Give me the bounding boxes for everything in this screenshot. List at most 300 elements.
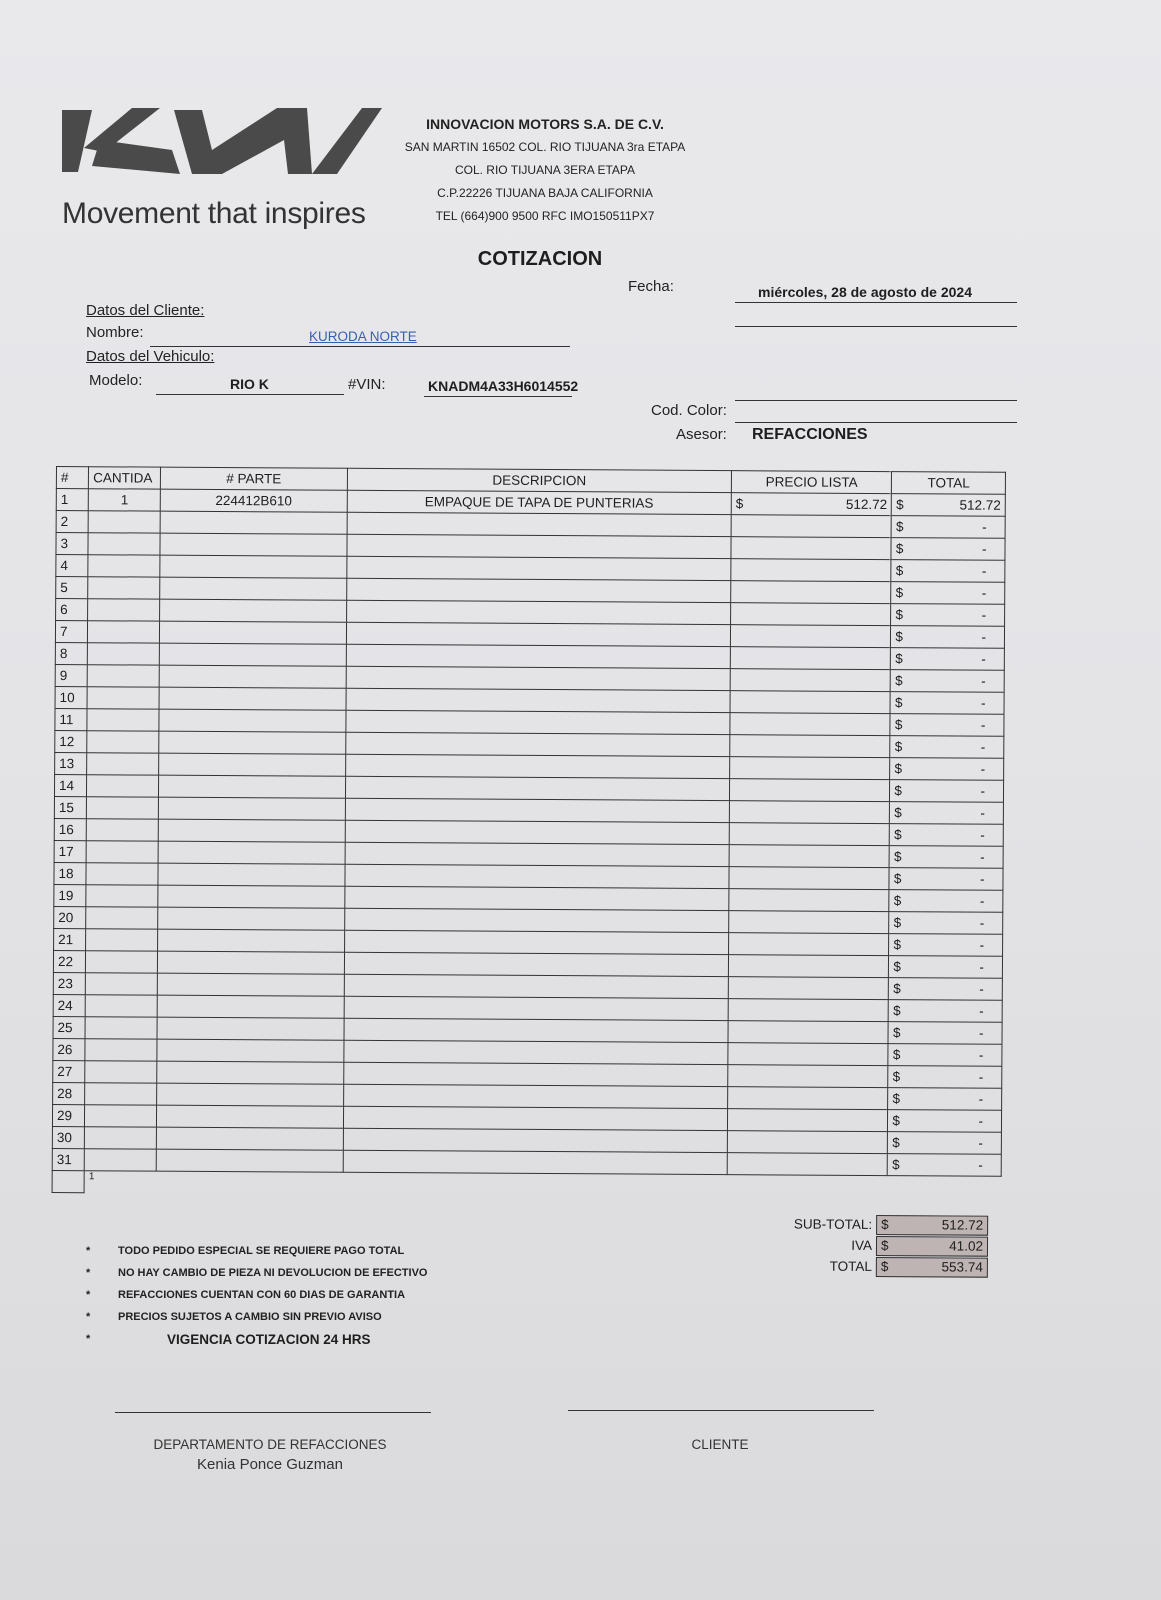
cantidad-cell [86, 907, 158, 929]
cantidad-cell [88, 643, 160, 665]
total-dash: - [979, 981, 984, 997]
row-number: 4 [56, 555, 88, 577]
note-bullet: * [86, 1267, 91, 1279]
nombre-underline [150, 346, 570, 347]
currency-sign: $ [893, 1003, 901, 1019]
cantidad-cell [87, 731, 159, 753]
signature-line-cliente [568, 1410, 874, 1411]
total-dash: - [979, 871, 985, 887]
asesor-label: Asesor: [676, 426, 727, 443]
tagline: Movement that inspires [62, 197, 366, 230]
currency-sign: $ [894, 849, 902, 865]
precio-cell [731, 537, 892, 560]
precio-cell [728, 1021, 889, 1044]
precio-cell [731, 603, 892, 626]
precio-cell [727, 1109, 888, 1132]
cantidad-cell [86, 929, 158, 951]
kia-logo [62, 100, 382, 182]
precio-cell [729, 889, 890, 912]
row-number: 26 [53, 1038, 85, 1060]
currency-sign: $ [894, 695, 903, 711]
total-cell [889, 890, 1003, 913]
descripcion-cell [343, 1150, 728, 1174]
total-cell [890, 736, 1004, 759]
cantidad-cell [86, 885, 158, 907]
parte-cell [158, 841, 345, 864]
total-dash: - [981, 563, 987, 579]
currency-sign: $ [881, 1217, 889, 1233]
cantidad-cell [87, 753, 159, 775]
currency-sign: $ [893, 915, 902, 931]
parte-cell [157, 1061, 344, 1084]
dept-label: DEPARTAMENTO DE REFACCIONES [153, 1437, 387, 1452]
modelo-label: Modelo: [89, 372, 143, 389]
modelo-value: RIO K [230, 376, 269, 392]
precio-cell [730, 647, 891, 670]
descripcion-cell [344, 886, 729, 910]
note-text: NO HAY CAMBIO DE PIEZA NI DEVOLUCION DE EFECTIVO [118, 1267, 428, 1279]
descripcion-cell [344, 930, 729, 954]
cantidad-cell [85, 1061, 157, 1083]
precio-value: 512.72 [845, 496, 888, 513]
cantidad-cell [88, 533, 160, 555]
company-line: TEL (664)900 9500 RFC IMO150511PX7 [435, 209, 655, 223]
total-dash: - [979, 959, 985, 975]
precio-cell [730, 669, 891, 692]
precio-cell [727, 1131, 888, 1154]
cantidad-cell [85, 1039, 157, 1061]
total-dash: - [978, 1157, 983, 1173]
subtotal-row [760, 1213, 990, 1235]
descripcion-cell [345, 710, 730, 734]
total-cell [891, 560, 1005, 583]
cod-color-label: Cod. Color: [651, 402, 727, 419]
total-dash: - [980, 849, 985, 865]
currency-sign: $ [892, 1047, 901, 1063]
total-cell [890, 802, 1004, 825]
precio-cell [727, 1153, 888, 1176]
cantidad-cell [88, 577, 160, 599]
currency-sign: $ [895, 651, 903, 667]
currency-sign: $ [880, 1259, 889, 1275]
parte-cell [159, 797, 346, 820]
precio-cell [731, 493, 892, 516]
total-dash: - [979, 1025, 984, 1041]
descripcion-cell [343, 1040, 728, 1064]
precio-cell [729, 845, 890, 868]
total-cell [890, 714, 1004, 737]
parte-cell [157, 1039, 344, 1062]
descripcion-cell [344, 996, 729, 1020]
total-cell [889, 846, 1003, 869]
descripcion-cell [345, 864, 730, 888]
row-number: 27 [53, 1060, 85, 1082]
nombre-label: Nombre: [86, 324, 144, 341]
total-dash: - [981, 629, 987, 645]
total-dash: - [978, 1091, 984, 1107]
total-row [760, 1255, 990, 1277]
descripcion-cell [346, 578, 731, 602]
note-bullet: * [86, 1245, 91, 1257]
precio-cell [731, 559, 892, 582]
iva-label: IVA [851, 1237, 873, 1253]
descripcion-cell [345, 798, 730, 822]
descripcion-cell [345, 754, 730, 778]
total-cell [890, 758, 1004, 781]
company-name: INNOVACION MOTORS S.A. DE C.V. [426, 116, 664, 132]
cantidad-cell [85, 995, 157, 1017]
total-cell [891, 648, 1005, 671]
total-box [876, 1257, 988, 1278]
total-cell [891, 582, 1005, 605]
modelo-underline [156, 394, 344, 395]
row-number: 30 [52, 1126, 84, 1148]
currency-sign: $ [892, 1069, 901, 1085]
total-dash: - [981, 585, 987, 601]
parte-cell [160, 621, 347, 644]
note-bullet: * [86, 1289, 91, 1301]
row-number: 8 [55, 642, 87, 664]
total-dash: - [981, 651, 986, 667]
total-cell [892, 494, 1006, 517]
total-cell [889, 978, 1003, 1001]
total-cell [888, 1132, 1002, 1155]
parte-cell [156, 1127, 343, 1150]
precio-cell [730, 735, 891, 758]
currency-sign: $ [893, 871, 902, 887]
footer-blank [727, 1175, 888, 1198]
descripcion-cell [346, 644, 731, 668]
parte-cell [157, 1017, 344, 1040]
currency-sign: $ [896, 497, 904, 513]
row-number: 19 [54, 884, 86, 906]
row-number: 23 [53, 972, 85, 994]
vin-label: #VIN: [348, 376, 386, 393]
row-number: 16 [54, 818, 86, 840]
descripcion-cell: EMPAQUE DE TAPA DE PUNTERIAS [347, 490, 732, 514]
parte-cell [159, 775, 346, 798]
col-header-total: TOTAL [892, 472, 1006, 495]
row-number: 18 [54, 862, 86, 884]
total-cell [889, 1000, 1003, 1023]
cantidad-cell [88, 511, 160, 533]
col-header-descripcion: DESCRIPCION [347, 468, 732, 492]
row-number: 3 [56, 533, 88, 555]
company-line: COL. RIO TIJUANA 3ERA ETAPA [454, 163, 636, 177]
cantidad-cell [86, 951, 158, 973]
currency-sign: $ [895, 563, 904, 579]
parte-cell [159, 731, 346, 754]
total-dash: - [978, 1047, 984, 1063]
col-header-cantidad: CANTIDA [89, 467, 161, 489]
cantidad-cell [86, 819, 158, 841]
descripcion-cell [343, 1084, 728, 1108]
currency-sign: $ [894, 739, 903, 755]
fecha-label: Fecha: [628, 278, 674, 295]
cod-color-underline [735, 422, 1017, 423]
parte-cell [160, 511, 347, 534]
cantidad-cell [86, 973, 158, 995]
footer-blank [52, 1170, 84, 1192]
row-number: 24 [53, 994, 85, 1016]
parte-cell: 224412B610 [160, 489, 347, 512]
total-cell [888, 1044, 1002, 1067]
precio-cell [730, 691, 891, 714]
row-number: 7 [55, 621, 87, 643]
total-dash: - [980, 827, 985, 843]
row-number: 22 [53, 950, 85, 972]
cantidad-cell [85, 1127, 157, 1149]
precio-cell [729, 911, 890, 934]
currency-sign: $ [892, 1135, 900, 1151]
row-number: 28 [53, 1082, 85, 1104]
vigencia-note: VIGENCIA COTIZACION 24 HRS [167, 1332, 371, 1347]
document-title: COTIZACION [477, 248, 603, 270]
row-number: 25 [53, 1016, 85, 1038]
cantidad-cell [87, 797, 159, 819]
note-item [86, 1245, 427, 1267]
precio-cell [729, 801, 890, 824]
parte-cell [160, 555, 347, 578]
parte-cell [159, 643, 346, 666]
currency-sign: $ [893, 981, 901, 997]
currency-sign: $ [893, 893, 902, 909]
items-table [52, 466, 1006, 1199]
total-dash: - [980, 717, 986, 733]
row-number: 9 [55, 664, 87, 686]
parte-cell [158, 863, 345, 886]
descripcion-cell [344, 908, 729, 932]
col-header-precio: PRECIO LISTA [731, 471, 892, 494]
total-dash: - [980, 739, 986, 755]
vin-underline [424, 396, 572, 397]
total-cell [889, 956, 1003, 979]
descripcion-cell [347, 512, 732, 536]
company-line: C.P.22226 TIJUANA BAJA CALIFORNIA [437, 186, 653, 200]
parte-cell [156, 1149, 343, 1172]
total-value: 512.72 [959, 497, 1001, 513]
iva-value: 41.02 [949, 1238, 984, 1254]
iva-row [760, 1234, 990, 1256]
precio-cell [729, 823, 890, 846]
note-bullet: * [86, 1311, 91, 1323]
dept-person: Kenia Ponce Guzman [197, 1456, 343, 1473]
total-dash: - [982, 519, 987, 535]
currency-sign: $ [894, 805, 902, 821]
cliente-section: Datos del Cliente: [86, 302, 205, 319]
signature-cliente: CLIENTE [691, 1437, 749, 1452]
total-dash: - [980, 805, 985, 821]
descripcion-cell [345, 776, 730, 800]
row-number: 5 [56, 577, 88, 599]
total-dash: - [981, 673, 986, 689]
parte-cell [158, 885, 345, 908]
parte-cell [160, 533, 347, 556]
note-text: PRECIOS SUJETOS A CAMBIO SIN PREVIO AVISO [118, 1311, 382, 1323]
precio-cell [730, 713, 891, 736]
row-number: 10 [55, 686, 87, 708]
currency-sign: $ [895, 541, 904, 557]
total-dash: - [981, 607, 987, 623]
note-text: REFACCIONES CUENTAN CON 60 DIAS DE GARANTIA [118, 1289, 406, 1301]
cantidad-cell [88, 599, 160, 621]
row-number: 29 [52, 1104, 84, 1126]
precio-cell [728, 1065, 889, 1088]
parte-cell [157, 1083, 344, 1106]
footer-blank [156, 1171, 343, 1194]
precio-cell [729, 779, 890, 802]
cantidad-cell [87, 665, 159, 687]
total-dash: - [980, 761, 986, 777]
cantidad-cell [87, 775, 159, 797]
currency-sign: $ [892, 1091, 901, 1107]
row-number: 12 [55, 730, 87, 752]
descripcion-cell [344, 974, 729, 998]
total-cell [889, 868, 1003, 891]
descripcion-cell [346, 666, 731, 690]
currency-sign: $ [895, 673, 903, 689]
blank-underline [735, 400, 1017, 401]
total-cell [888, 1088, 1002, 1111]
precio-cell [728, 977, 889, 1000]
precio-cell [728, 1043, 889, 1066]
blank-underline [735, 326, 1017, 327]
cantidad-cell [86, 841, 158, 863]
descripcion-cell [343, 1106, 728, 1130]
subtotal-box [876, 1215, 988, 1236]
cantidad-cell [85, 1083, 157, 1105]
total-dash: - [980, 783, 986, 799]
descripcion-cell [343, 1128, 728, 1152]
currency-sign: $ [894, 783, 903, 799]
total-cell [888, 1154, 1002, 1177]
precio-cell [729, 867, 890, 890]
total-cell [891, 670, 1005, 693]
row-number: 6 [56, 599, 88, 621]
note-item [86, 1311, 427, 1333]
descripcion-cell [343, 1062, 728, 1086]
descripcion-cell [345, 842, 730, 866]
parte-cell [158, 907, 345, 930]
note-item [86, 1289, 427, 1311]
subtotal-label: SUB-TOTAL: [793, 1216, 873, 1232]
total-cell [889, 912, 1003, 935]
precio-cell [731, 515, 892, 538]
total-cell [890, 692, 1004, 715]
subtotal-value: 512.72 [941, 1217, 984, 1233]
currency-sign: $ [892, 1157, 900, 1173]
row-number: 21 [54, 928, 86, 950]
precio-cell [728, 1087, 889, 1110]
total-grand-value: 553.74 [941, 1259, 983, 1275]
cantidad-cell [87, 687, 159, 709]
total-cell [890, 780, 1004, 803]
parte-cell [157, 995, 344, 1018]
currency-sign: $ [895, 585, 904, 601]
iva-box [876, 1236, 988, 1257]
descripcion-cell [347, 534, 732, 558]
parte-cell [159, 687, 346, 710]
currency-sign: $ [893, 937, 902, 953]
total-dash: - [978, 1135, 983, 1151]
currency-sign: $ [880, 1238, 889, 1254]
parte-cell [159, 665, 346, 688]
currency-sign: $ [892, 1113, 900, 1129]
descripcion-cell [346, 556, 731, 580]
row-number: 2 [56, 511, 88, 533]
total-dash: - [978, 1069, 984, 1085]
descripcion-cell [346, 600, 731, 624]
cantidad-cell [84, 1149, 156, 1171]
cantidad-cell [88, 621, 160, 643]
currency-sign: $ [893, 959, 901, 975]
row-number: 13 [55, 752, 87, 774]
currency-sign: $ [895, 629, 903, 645]
cantidad-cell [88, 555, 160, 577]
row-number: 11 [55, 708, 87, 730]
parte-cell [158, 951, 345, 974]
total-cell [891, 604, 1005, 627]
total-cell [891, 538, 1005, 561]
total-dash: - [981, 695, 986, 711]
asesor-value: REFACCIONES [752, 426, 868, 443]
vehiculo-section: Datos del Vehiculo: [86, 348, 215, 365]
descripcion-cell [345, 820, 730, 844]
col-header-parte: # PARTE [161, 467, 348, 490]
parte-cell [160, 599, 347, 622]
vin-value: KNADM4A33H6014552 [428, 378, 579, 394]
footer-blank [343, 1172, 728, 1196]
currency-sign: $ [895, 607, 904, 623]
parte-cell [158, 819, 345, 842]
total-dash: - [979, 1003, 984, 1019]
col-header-num: # [56, 467, 88, 489]
cantidad-cell [86, 863, 158, 885]
cantidad-cell [85, 1105, 157, 1127]
total-dash: - [979, 893, 985, 909]
note-bullet: * [86, 1333, 91, 1345]
company-block [395, 113, 695, 228]
total-cell [888, 1066, 1002, 1089]
signature-line-dept [115, 1412, 431, 1413]
total-dash: - [978, 1113, 984, 1129]
signature-dept [120, 1437, 420, 1473]
precio-cell [730, 757, 891, 780]
fecha-value: miércoles, 28 de agosto de 2024 [758, 284, 972, 300]
fecha-underline [735, 302, 1017, 303]
total-label: TOTAL [829, 1258, 872, 1274]
precio-cell [731, 581, 892, 604]
count-below: 1 [88, 1171, 95, 1183]
parte-cell [157, 973, 344, 996]
totals-block [760, 1213, 990, 1277]
company-line: SAN MARTIN 16502 COL. RIO TIJUANA 3ra ETAPA [404, 140, 686, 154]
precio-cell [728, 999, 889, 1022]
footer-blank [887, 1176, 1001, 1199]
cantidad-cell [85, 1017, 157, 1039]
row-number: 17 [54, 840, 86, 862]
currency-sign: $ [894, 827, 902, 843]
total-dash: - [981, 541, 987, 557]
descripcion-cell [346, 622, 731, 646]
total-cell [888, 1022, 1002, 1045]
total-dash: - [979, 937, 985, 953]
row-number: 31 [52, 1148, 84, 1170]
total-cell [891, 626, 1005, 649]
currency-sign: $ [892, 1025, 901, 1041]
parte-cell [157, 1105, 344, 1128]
currency-sign: $ [894, 761, 903, 777]
